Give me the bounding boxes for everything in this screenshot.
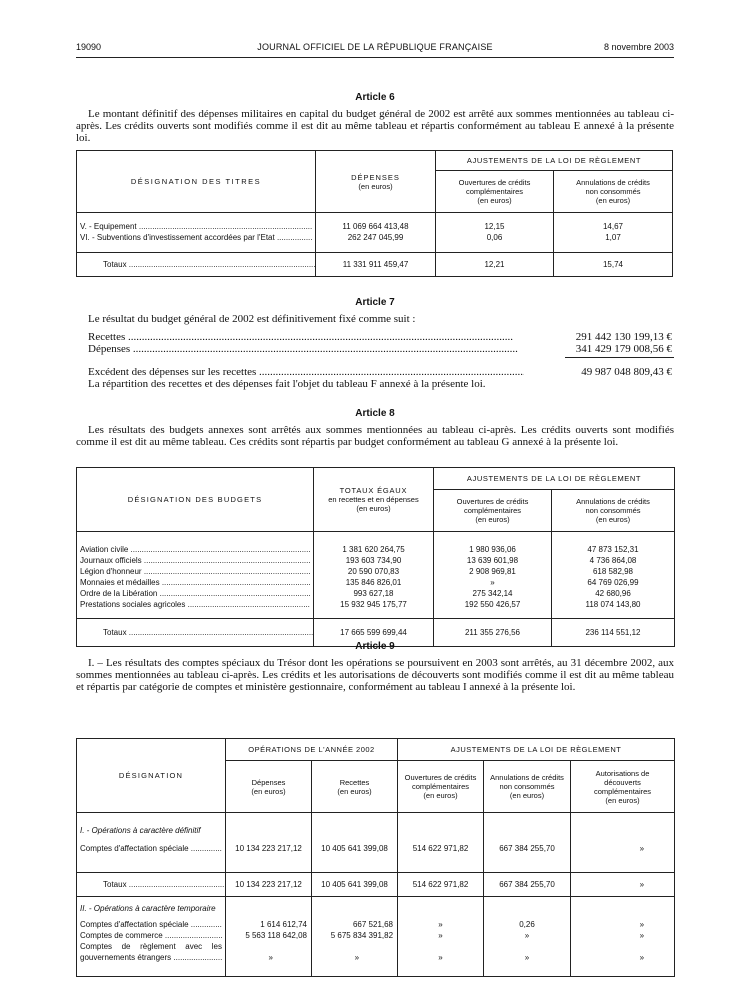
table-header-ajustements: AJUSTEMENTS DE LA LOI DE RÈGLEMENT	[398, 739, 675, 761]
recettes-line	[88, 331, 558, 343]
table-cell: 20 590 070,83	[347, 567, 400, 576]
table-cell: 192 550 426,57	[464, 600, 521, 609]
col-annulations	[484, 897, 571, 977]
total-label: Totaux .....	[103, 627, 313, 638]
col-autorisations	[571, 897, 675, 977]
article-8-text: Les résultats des budgets annexes sont arrêtés aux sommes mentionnées au tableau ci-après. Les crédits ouverts sont modifiés comme il est dit au même tableau. Ces crédits sont répartis par budget conformément au tableau G annexé à la présente loi.	[76, 424, 674, 448]
header-label: Ouvertures de crédits complémentaires	[456, 497, 529, 515]
table-header-recettes	[312, 761, 398, 813]
rows-label-cell	[77, 213, 316, 253]
table-row-label: Ordre de la Libération .....	[80, 588, 310, 599]
article-7-title: Article 7	[355, 297, 395, 308]
header-unit: (en euros)	[509, 791, 545, 800]
table-cell: 15 932 945 175,77	[340, 600, 407, 609]
header-label: Annulations de crédits non consommés	[490, 773, 564, 791]
table-header-ouvertures	[436, 171, 554, 213]
table-row-label: Légion d'honneur .....	[80, 566, 310, 577]
total-cell: 11 331 911 459,47	[316, 253, 436, 277]
header-label: Autorisations de découverts complémentaires	[593, 768, 652, 796]
header-label: Annulations de crédits non consommés	[576, 497, 650, 515]
table-row-label: V. - Equipement .....	[80, 221, 312, 232]
table-cell: »	[438, 920, 443, 929]
total-cell: »	[571, 873, 675, 897]
header-unit: (en euros)	[475, 515, 510, 524]
table-row-label: gouvernements étrangers .....	[80, 952, 222, 963]
table-row-label: Comptes de commerce .....	[80, 930, 222, 941]
table-cell: 135 846 826,01	[345, 578, 402, 587]
article-7-text: Le résultat du budget général de 2002 est définitivement fixé comme suit :	[88, 313, 416, 325]
rows-annulations-cell	[554, 213, 673, 253]
article-8-title: Article 8	[355, 408, 395, 419]
header-label: DÉPENSES	[351, 172, 400, 182]
depenses-line	[88, 343, 558, 355]
article-7-note: La répartition des recettes et des dépenses fait l'objet du tableau F annexé à la présente loi.	[88, 378, 486, 390]
table-cell: 667 521,68	[352, 920, 394, 929]
header-unit: (en euros)	[595, 515, 631, 524]
rows-ouvertures-cell	[434, 532, 552, 619]
section-1-label-cell	[77, 813, 226, 873]
article-9-title: Article 9	[355, 641, 395, 652]
total-cell: 667 384 255,70	[484, 873, 571, 897]
table-row-label: Aviation civile .....	[80, 544, 310, 555]
recettes-value: 291 442 130 199,13 €	[575, 331, 672, 343]
table-header-ouvertures	[434, 490, 552, 532]
table-cell: 1 980 936,06	[469, 545, 516, 554]
depenses-value: 341 429 179 008,56 €	[575, 343, 672, 355]
table-header-annulations	[554, 171, 673, 213]
header-unit: (en euros)	[423, 791, 458, 800]
col-recettes	[312, 897, 398, 977]
table-cell: 5 675 834 391,82	[330, 931, 394, 940]
page-number: 19090	[76, 42, 102, 52]
table-header-depenses	[316, 151, 436, 213]
rows-annulations-cell	[552, 532, 675, 619]
excedent-line	[88, 366, 524, 378]
table-cell: 193 603 734,90	[345, 556, 402, 565]
table-cell: 0,26	[519, 920, 535, 929]
col-ouvertures	[398, 897, 484, 977]
table-cell: 0,06	[486, 233, 503, 242]
total-label: Totaux .....	[103, 259, 315, 270]
header-unit: (en euros)	[358, 181, 393, 191]
table-cell: 275 342,14	[472, 589, 513, 598]
table-cell: »	[639, 920, 645, 929]
table-cell: »	[438, 953, 443, 962]
section-heading: II. - Opérations à caractère temporaire	[80, 904, 216, 913]
depenses-label: Dépenses	[88, 343, 131, 355]
table-total-row	[77, 253, 316, 277]
table-cell: »	[524, 953, 530, 962]
header-unit: (en euros)	[477, 196, 512, 205]
table-cell: »	[438, 931, 443, 940]
section-2-label-cell	[77, 897, 226, 977]
table-cell: 11 069 664 413,48	[342, 222, 409, 231]
rows-ouvertures-cell	[436, 213, 554, 253]
article-9-table	[76, 738, 675, 977]
table-row-label: Journaux officiels .....	[80, 555, 310, 566]
article-8-table	[76, 467, 675, 647]
table-cell: »	[639, 953, 645, 962]
table-cell: »	[571, 813, 675, 873]
header-sub: en recettes et en dépenses	[328, 495, 419, 504]
table-row-label: VI. - Subventions d'investissement accordées par l'Etat .....	[80, 232, 312, 243]
table-cell: »	[268, 953, 273, 962]
excedent-value: 49 987 048 809,43 €	[581, 366, 672, 378]
table-row-label: Prestations sociales agricoles .....	[80, 599, 310, 610]
article-6-text: Le montant définitif des dépenses militaires en capital du budget général de 2002 est arrêté aux sommes mentionnées au tableau ci-après. Les crédits ouverts sont modifiés comme il est dit au même tableau et répartis conformément au tableau E annexé à la présente loi.	[76, 108, 674, 144]
header-unit: (en euros)	[605, 795, 640, 805]
table-header-operations: OPÉRATIONS DE L'ANNÉE 2002	[226, 739, 398, 761]
table-header-autorisations	[571, 761, 675, 813]
table-row-label: Comptes de règlement avec les	[80, 942, 222, 951]
table-cell: 13 639 601,98	[466, 556, 519, 565]
header-unit: (en euros)	[356, 504, 391, 513]
header-label: TOTAUX ÉGAUX	[339, 486, 408, 495]
rows-label-cell	[77, 532, 314, 619]
total-label: Totaux .....	[103, 879, 225, 890]
table-header-totaux	[314, 468, 434, 532]
header-unit: (en euros)	[337, 786, 372, 796]
table-cell: 1 381 620 264,75	[342, 545, 405, 554]
header-label: Recettes	[339, 777, 370, 787]
total-cell: 17 665 599 699,44	[314, 619, 434, 647]
article-9-text: I. – Les résultats des comptes spéciaux du Trésor dont les opérations se poursuivent en 2003 sont arrêtés, au 31 décembre 2002, aux sommes mentionnées au tableau ci-après. Les crédits et les autorisations de découverts sont modifiés comme il est dit au même tableau et répartis par catégorie de comptes et ministère gestionnaire, conformément au tableau I annexé à la présente loi.	[76, 657, 674, 693]
table-cell: 12,15	[484, 222, 505, 231]
col-depenses	[226, 897, 312, 977]
table-header-designation: DÉSIGNATION DES BUDGETS	[77, 468, 314, 532]
table-row-label: Comptes d'affectation spéciale .....	[80, 843, 222, 854]
header-unit: (en euros)	[251, 786, 286, 796]
table-header-annulations	[552, 490, 675, 532]
table-header-annulations	[484, 761, 571, 813]
table-cell: 47 873 152,31	[587, 545, 639, 554]
total-cell: 211 355 276,56	[434, 619, 552, 647]
table-cell: 1 614 612,74	[260, 920, 307, 929]
total-cell: 12,21	[436, 253, 554, 277]
journal-title: JOURNAL OFFICIEL DE LA RÉPUBLIQUE FRANÇAISE	[257, 42, 493, 52]
table-cell: 10 134 223 217,12	[226, 813, 312, 873]
table-header-ajustements: AJUSTEMENTS DE LA LOI DE RÈGLEMENT	[434, 468, 675, 490]
issue-date: 8 novembre 2003	[603, 42, 674, 52]
total-cell: 514 622 971,82	[398, 873, 484, 897]
table-cell: 42 680,96	[595, 589, 631, 598]
excedent-label: Excédent des dépenses sur les recettes	[88, 366, 257, 378]
header-unit: (en euros)	[595, 196, 631, 205]
table-cell: 64 769 026,99	[587, 578, 639, 587]
table-cell: 262 247 045,99	[347, 233, 404, 242]
rows-depenses-cell	[316, 213, 436, 253]
table-header-ajustements: AJUSTEMENTS DE LA LOI DE RÈGLEMENT	[436, 151, 673, 171]
table-cell: 14,67	[602, 222, 624, 231]
total-cell: 15,74	[554, 253, 673, 277]
header-rule	[76, 57, 674, 58]
total-cell: 10 405 641 399,08	[312, 873, 398, 897]
table-cell: 10 405 641 399,08	[312, 813, 398, 873]
table-cell: »	[524, 931, 530, 940]
table-cell: »	[639, 931, 645, 940]
article-6-title: Article 6	[355, 92, 395, 103]
table-cell: 667 384 255,70	[484, 813, 571, 873]
table-cell: 5 563 118 642,08	[245, 931, 307, 940]
table-header-depenses	[226, 761, 312, 813]
table-cell: 118 074 143,80	[585, 600, 641, 609]
section-heading: I. - Opérations à caractère définitif	[80, 826, 201, 835]
header-label: Annulations de crédits non consommés	[576, 178, 650, 196]
page-header	[76, 42, 674, 56]
table-header-designation: DÉSIGNATION DES TITRES	[77, 151, 316, 213]
sum-rule	[565, 357, 674, 358]
table-header-designation: DÉSIGNATION	[77, 739, 226, 813]
total-cell: 10 134 223 217,12	[226, 873, 312, 897]
table-cell: »	[354, 953, 360, 962]
table-cell: 514 622 971,82	[398, 813, 484, 873]
total-cell: 236 114 551,12	[552, 619, 675, 647]
recettes-label: Recettes	[88, 331, 126, 343]
article-6-table	[76, 150, 673, 277]
header-label: Ouvertures de crédits complémentaires	[404, 773, 477, 791]
table-cell: 1,07	[605, 233, 621, 242]
table-cell: »	[490, 578, 495, 587]
table-row-label: Monnaies et médailles .....	[80, 577, 310, 588]
table-header-ouvertures	[398, 761, 484, 813]
table-total-row	[77, 873, 226, 897]
rows-totaux-cell	[314, 532, 434, 619]
table-cell: 4 736 864,08	[589, 556, 637, 565]
table-cell: 2 908 969,81	[469, 567, 516, 576]
header-label: Ouvertures de crédits complémentaires	[458, 178, 531, 196]
table-cell: 618 582,98	[592, 567, 634, 576]
header-label: Dépenses	[251, 777, 286, 787]
table-cell: 993 627,18	[353, 589, 394, 598]
table-row-label: Comptes d'affectation spéciale .....	[80, 919, 222, 930]
